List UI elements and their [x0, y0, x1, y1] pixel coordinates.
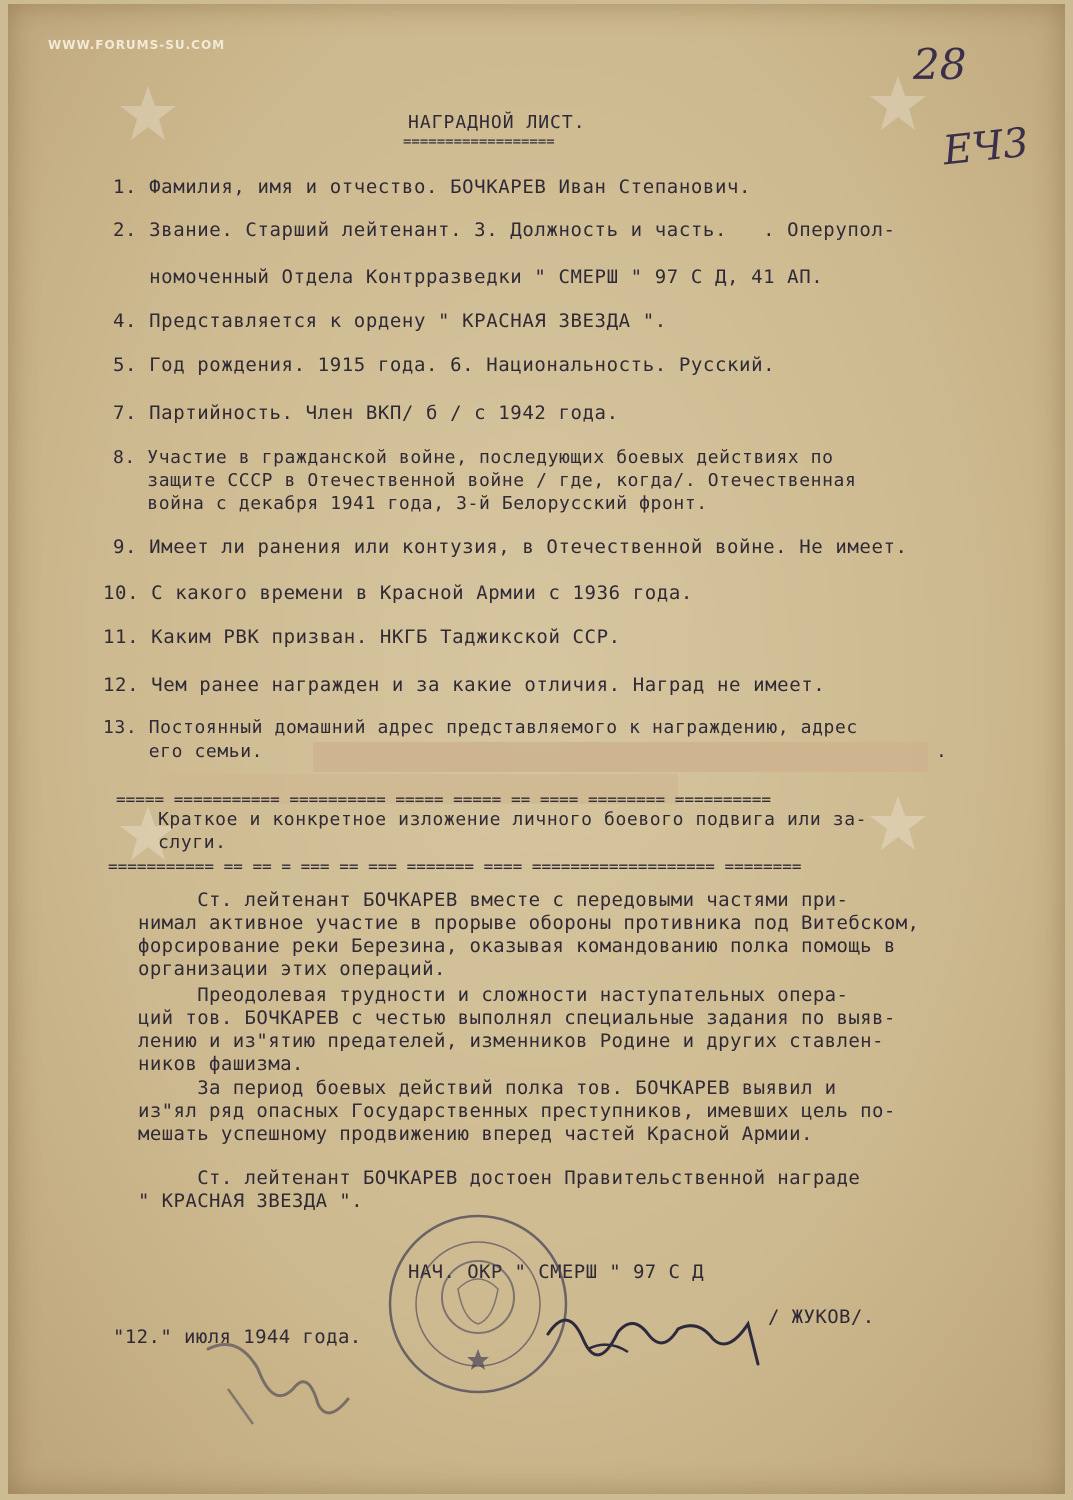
item-8c: война с декабря 1941 года, 3-й Белорусский фронт. [113, 493, 708, 514]
body-line: лению и из"ятию предателей, изменников Родине и других ставлен- [138, 1030, 884, 1052]
body-line: ций тов. БОЧКАРЕВ с честью выполнял специальные задания по выяв- [138, 1007, 896, 1029]
item-8a: 8. Участие в гражданской войне, последующих боевых действиях по [113, 447, 834, 468]
watermark-star-icon [868, 74, 928, 134]
heading-rule: ================== [403, 134, 555, 150]
item-13-end: . [936, 741, 948, 762]
item-13b: его семьи. [103, 741, 264, 762]
body-line: ников фашизма. [138, 1053, 304, 1075]
rule-line-2: =========== == == = === == === ======= ==== =================== ======== [108, 857, 802, 876]
signoff-unit: НАЧ. ОКР " СМЕРШ " 97 С Д [408, 1261, 704, 1283]
item-5: 5. Год рождения. 1915 года. 6. Национальность. Русский. [113, 354, 776, 376]
section-title-b: слуги. [158, 832, 227, 853]
page-number: 28 [913, 40, 967, 89]
document-sheet [8, 4, 1065, 1494]
watermark-url: WWW.FORUMS-SU.COM [48, 38, 226, 52]
item-2a: 2. Звание. Старший лейтенант. 3. Должность и часть. . Оперупол- [113, 219, 896, 241]
watermark-star-icon [868, 794, 928, 854]
body-line: мешать успешному продвижению вперед частей Красной Армии. [138, 1123, 813, 1145]
body-line: За период боевых действий полка тов. БОЧКАРЕВ выявил и [138, 1077, 837, 1099]
section-title-a: Краткое и конкретное изложение личного боевого подвига или за- [158, 809, 868, 830]
document-heading: НАГРАДНОЙ ЛИСТ. [408, 112, 586, 133]
item-11: 11. Каким РВК призван. НКГБ Таджикской ССР. [103, 626, 621, 648]
item-7: 7. Партийность. Член ВКП/ б / с 1942 года. [113, 402, 619, 424]
item-1: 1. Фамилия, имя и отчество. БОЧКАРЕВ Иван Степанович. [113, 176, 752, 198]
body-line: организации этих операций. [138, 958, 446, 980]
item-13a: 13. Постоянный домашний адрес представляемого к награждению, адрес [103, 717, 858, 738]
body-line: Ст. лейтенант БОЧКАРЕВ достоен Правительственной награде [138, 1167, 861, 1189]
signoff-date: "12." июля 1944 года. [113, 1326, 362, 1348]
signoff-name: / ЖУКОВ/. [768, 1306, 875, 1328]
item-12: 12. Чем ранее награжден и за какие отличия. Наград не имеет. [103, 674, 826, 696]
archive-mark: ЕЧ3 [940, 119, 1031, 175]
watermark-star-icon [118, 84, 178, 144]
handwritten-signature [538, 1294, 768, 1384]
body-line: Ст. лейтенант БОЧКАРЕВ вместе с передовыми частями при- [138, 889, 849, 911]
pencil-mark [198, 1329, 358, 1439]
item-9: 9. Имеет ли ранения или контузия, в Отечественной войне. Не имеет. [113, 536, 908, 558]
body-line: форсирование реки Березина, оказывая командованию полка помощь в [138, 935, 896, 957]
item-10: 10. С какого времени в Красной Армии с 1936 года. [103, 582, 693, 604]
body-line: Преодолевая трудности и сложности наступательных опера- [138, 984, 849, 1006]
item-2b: номоченный Отдела Контрразведки " СМЕРШ " 97 С Д, 41 АП. [113, 266, 824, 288]
body-line: " КРАСНАЯ ЗВЕЗДА ". [138, 1190, 363, 1212]
body-line: нимал активное участие в прорыве обороны противника под Витебском, [138, 912, 920, 934]
rule-line: ===== =========== ========== ===== ===== == ==== ======== ========== [116, 790, 772, 809]
redacted-address [313, 742, 928, 772]
item-4: 4. Представляется к ордену " КРАСНАЯ ЗВЕЗДА ". [113, 310, 667, 332]
body-line: из"ял ряд опасных Государственных преступников, имевших цель по- [138, 1100, 896, 1122]
item-8b: защите СССР в Отечественной войне / где, когда/. Отечественная [113, 470, 857, 491]
